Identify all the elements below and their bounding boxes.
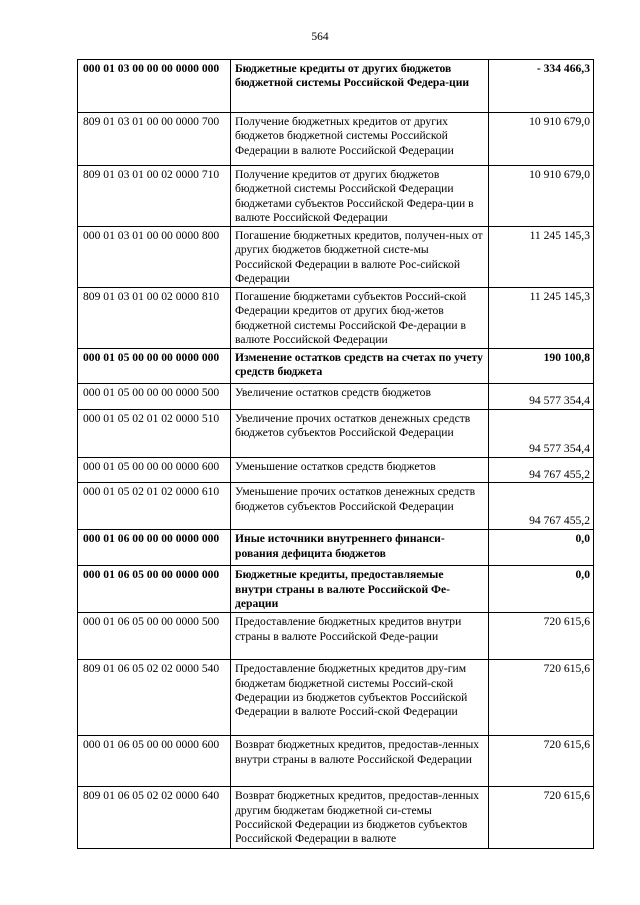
row-name: Возврат бюджетных кредитов, предостав-ленных внутри страны в валюте Российской Федерации [231,736,489,787]
row-code: 000 01 05 02 01 02 0000 610 [78,483,231,530]
row-name: Погашение бюджетных кредитов, получен-ных от других бюджетов бюджетной систе-мы Российской Федерации в валюте Рос-сийской Федерации [231,227,489,288]
row-amount: 94 577 354,4 [489,410,594,458]
row-code: 000 01 05 00 00 00 0000 000 [78,349,231,384]
table-row [78,787,594,849]
row-name: Увеличение прочих остатков денежных средств бюджетов субъектов Российской Федерации [231,410,489,458]
row-code: 809 01 03 01 00 02 0000 710 [78,166,231,227]
row-amount: 11 245 145,3 [489,227,594,288]
table-row [78,660,594,736]
row-amount: 11 245 145,3 [489,288,594,349]
row-name: Уменьшение остатков средств бюджетов [231,458,489,483]
row-name: Иные источники внутреннего финанси-рования дефицита бюджетов [231,530,489,566]
row-code: 809 01 06 05 02 02 0000 540 [78,660,231,736]
row-amount: - 334 466,3 [489,60,594,113]
table-row [78,166,594,227]
page-number: 564 [311,31,329,43]
budget-sources-table [77,59,594,849]
table-row [78,530,594,566]
table-row [78,410,594,458]
table-row [78,113,594,166]
row-amount: 10 910 679,0 [489,113,594,166]
table-row [78,60,594,113]
row-name: Получение бюджетных кредитов от других бюджетов бюджетной системы Российской Федерации в валюте Российской Федерации [231,113,489,166]
row-amount: 720 615,6 [489,660,594,736]
row-code: 000 01 06 05 00 00 0000 000 [78,566,231,613]
table-row [78,566,594,613]
row-code: 000 01 05 00 00 00 0000 500 [78,384,231,410]
row-amount: 94 767 455,2 [489,483,594,530]
row-name: Уменьшение прочих остатков денежных средств бюджетов субъектов Российской Федерации [231,483,489,530]
row-name: Предоставление бюджетных кредитов дру-гим бюджетам бюджетной системы Россий-ской Федерации из бюджетов субъектов Российской Федерации в валюте Россий-ской Федерации [231,660,489,736]
row-code: 000 01 03 00 00 00 0000 000 [78,60,231,113]
table-row [78,483,594,530]
row-amount: 0,0 [489,530,594,566]
row-code: 000 01 06 05 00 00 0000 600 [78,736,231,787]
row-name: Увеличение остатков средств бюджетов [231,384,489,410]
table-row [78,613,594,660]
row-amount: 190 100,8 [489,349,594,384]
row-code: 000 01 03 01 00 00 0000 800 [78,227,231,288]
row-code: 809 01 03 01 00 02 0000 810 [78,288,231,349]
table-row [78,458,594,483]
row-amount: 720 615,6 [489,613,594,660]
row-amount: 10 910 679,0 [489,166,594,227]
row-name: Возврат бюджетных кредитов, предостав-ленных другим бюджетам бюджетной си-стемы Российской Федерации из бюджетов субъектов Российской Федерации в валюте [231,787,489,849]
table-row [78,736,594,787]
row-name: Погашение бюджетами субъектов Россий-ской Федерации кредитов от других бюд-жетов бюджетной системы Российской Фе-дерации в валюте Российской Федерации [231,288,489,349]
row-amount: 720 615,6 [489,787,594,849]
table-row [78,384,594,410]
row-amount: 94 577 354,4 [489,384,594,410]
row-amount: 94 767 455,2 [489,458,594,483]
row-amount: 0,0 [489,566,594,613]
row-name: Бюджетные кредиты, предоставляемые внутри страны в валюте Российской Фе-дерации [231,566,489,613]
row-name: Получение кредитов от других бюджетов бюджетной системы Российской Федерации бюджетами субъектов Российской Федера-ции в валюте Российской Федерации [231,166,489,227]
row-code: 000 01 05 00 00 00 0000 600 [78,458,231,483]
row-code: 000 01 06 00 00 00 0000 000 [78,530,231,566]
row-code: 809 01 03 01 00 00 0000 700 [78,113,231,166]
row-code: 000 01 05 02 01 02 0000 510 [78,410,231,458]
row-amount: 720 615,6 [489,736,594,787]
row-name: Предоставление бюджетных кредитов внутри страны в валюте Российской Феде-рации [231,613,489,660]
table-row [78,288,594,349]
table-row [78,349,594,384]
row-code: 809 01 06 05 02 02 0000 640 [78,787,231,849]
row-code: 000 01 06 05 00 00 0000 500 [78,613,231,660]
table-row [78,227,594,288]
row-name: Бюджетные кредиты от других бюджетов бюджетной системы Российской Федера-ции [231,60,489,113]
row-name: Изменение остатков средств на счетах по учету средств бюджета [231,349,489,384]
